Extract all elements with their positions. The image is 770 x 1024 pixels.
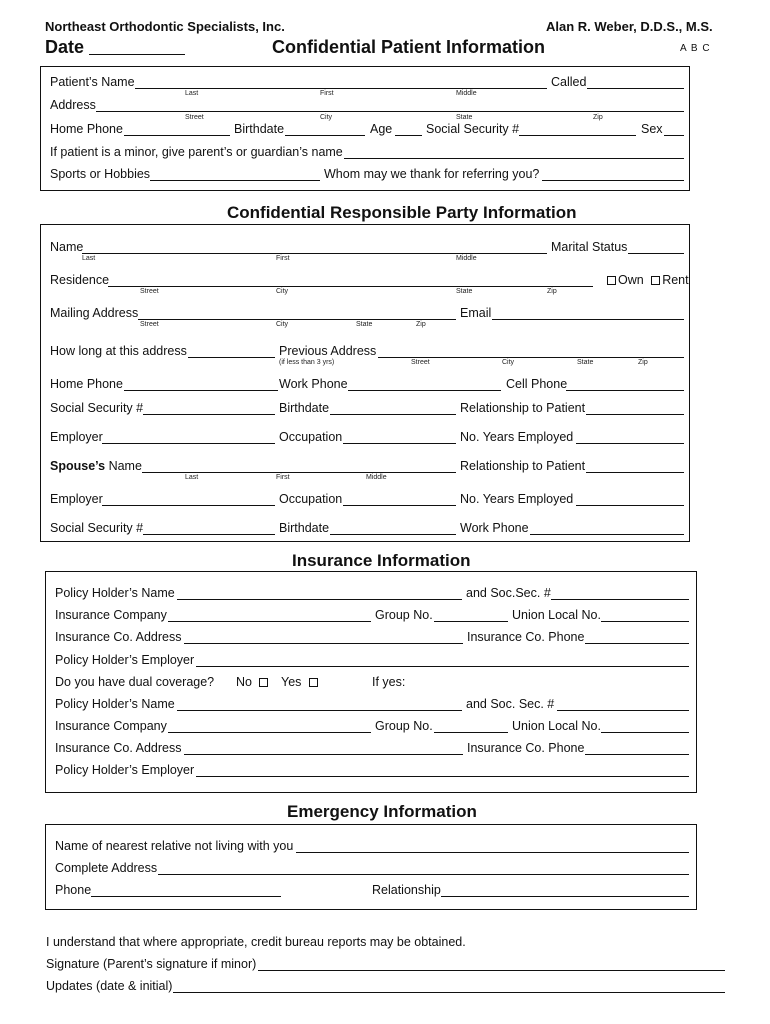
email-field[interactable] — [492, 319, 684, 320]
email-label: Email — [460, 306, 492, 320]
spouse-relationship-label: Relationship to Patient — [460, 459, 586, 473]
mail-sub-zip: Zip — [416, 321, 426, 328]
spouse-name-label — [50, 459, 142, 473]
residence-field[interactable] — [108, 286, 593, 287]
own-checkbox[interactable] — [607, 276, 616, 285]
rp-sub-middle: Middle — [456, 255, 477, 262]
ins-group-label: Group No. — [375, 608, 433, 622]
birthdate-label: Birthdate — [234, 122, 285, 136]
rp-years-field[interactable] — [576, 443, 684, 444]
age-label: Age — [370, 122, 393, 136]
relative-label: Name of nearest relative not living with you — [55, 839, 294, 853]
address-field[interactable] — [96, 111, 684, 112]
sp-ssn-label: Social Security # — [50, 521, 144, 535]
ins-group-field[interactable] — [434, 621, 508, 622]
em-relationship-field[interactable] — [441, 896, 689, 897]
rp-work-phone-label: Work Phone — [279, 377, 348, 391]
rp-home-phone-label: Home Phone — [50, 377, 123, 391]
if-yes-label: If yes: — [372, 675, 406, 689]
patient-name-field[interactable] — [135, 88, 547, 89]
ins2-holder-field[interactable] — [177, 710, 462, 711]
sp-birthdate-field[interactable] — [330, 534, 456, 535]
rp-birthdate-field[interactable] — [330, 414, 456, 415]
previous-field[interactable] — [378, 357, 684, 358]
sp-work-phone-field[interactable] — [530, 534, 684, 535]
age-field[interactable] — [395, 135, 422, 136]
prev-note: (if less than 3 yrs) — [279, 359, 335, 366]
ins-holder-field[interactable] — [177, 599, 462, 600]
res-sub-city: City — [276, 288, 289, 295]
marital-field[interactable] — [628, 253, 684, 254]
rp-occupation-label: Occupation — [279, 430, 343, 444]
sports-label: Sports or Hobbies — [50, 167, 151, 181]
called-label: Called — [551, 75, 587, 89]
mailing-field[interactable] — [138, 319, 456, 320]
minor-label: If patient is a minor, give parent’s or guardian’s name — [50, 145, 343, 159]
rent-label: Rent — [662, 273, 689, 287]
ins-employer-field[interactable] — [196, 666, 689, 667]
prev-sub-street: Street — [411, 359, 430, 366]
sp-occupation-label: Occupation — [279, 492, 343, 506]
sub-first: First — [320, 90, 334, 97]
rp-cell-phone-field[interactable] — [566, 390, 684, 391]
ins2-socsec-field[interactable] — [557, 710, 689, 711]
prev-sub-state: State — [577, 359, 594, 366]
rp-name-label: Name — [50, 240, 84, 254]
rp-name-field[interactable] — [82, 253, 547, 254]
res-sub-street: Street — [140, 288, 159, 295]
updates-field[interactable] — [173, 992, 725, 993]
ins2-holder-label: Policy Holder’s Name — [55, 697, 175, 711]
mail-sub-street: Street — [140, 321, 159, 328]
spouse-rest: Name — [105, 459, 142, 473]
ins-socsec-field[interactable] — [551, 599, 689, 600]
sp-ssn-field[interactable] — [143, 534, 275, 535]
doctor-name: Alan R. Weber, D.D.S., M.S. — [546, 19, 713, 34]
rp-relationship-field[interactable] — [586, 414, 684, 415]
sub-state: State — [456, 114, 473, 121]
dual-yes-group — [281, 675, 320, 689]
sp-occupation-field[interactable] — [343, 505, 456, 506]
res-sub-zip: Zip — [547, 288, 557, 295]
spouse-relationship-field[interactable] — [586, 472, 684, 473]
residence-label: Residence — [50, 273, 110, 287]
sp-sub-first: First — [276, 474, 290, 481]
own-label: Own — [618, 273, 644, 287]
home-phone-label: Home Phone — [50, 122, 123, 136]
sp-years-label: No. Years Employed — [460, 492, 574, 506]
ins2-address-label: Insurance Co. Address — [55, 741, 182, 755]
em-address-label: Complete Address — [55, 861, 158, 875]
rp-sub-first: First — [276, 255, 290, 262]
ins-union-label: Union Local No. — [512, 608, 601, 622]
prev-sub-city: City — [502, 359, 515, 366]
ssn-field[interactable] — [519, 135, 636, 136]
rent-checkbox[interactable] — [651, 276, 660, 285]
date-label: Date — [45, 37, 85, 57]
ins2-address-field[interactable] — [184, 754, 463, 755]
sports-field[interactable] — [150, 180, 320, 181]
responsible-title: Confidential Responsible Party Information — [227, 203, 577, 222]
how-long-field[interactable] — [188, 357, 275, 358]
ins2-employer-label: Policy Holder’s Employer — [55, 763, 195, 777]
dual-no-group — [236, 675, 270, 689]
ins-employer-label: Policy Holder’s Employer — [55, 653, 195, 667]
ins2-phone-label: Insurance Co. Phone — [467, 741, 585, 755]
referral-field[interactable] — [542, 180, 684, 181]
ins-phone-field[interactable] — [585, 643, 689, 644]
rp-employer-label: Employer — [50, 430, 103, 444]
dual-yes-label: Yes — [281, 675, 302, 689]
ins2-union-label: Union Local No. — [512, 719, 601, 733]
emergency-title: Emergency Information — [287, 802, 477, 821]
ins-union-field[interactable] — [601, 621, 689, 622]
sp-work-phone-label: Work Phone — [460, 521, 529, 535]
home-phone-field[interactable] — [124, 135, 230, 136]
mail-sub-state: State — [356, 321, 373, 328]
em-relationship-label: Relationship — [372, 883, 441, 897]
em-phone-field[interactable] — [91, 896, 281, 897]
sub-last: Last — [185, 90, 199, 97]
sub-street: Street — [185, 114, 204, 121]
sex-label: Sex — [641, 122, 663, 136]
ins2-union-field[interactable] — [601, 732, 689, 733]
rp-employer-field[interactable] — [102, 443, 275, 444]
previous-label: Previous Address — [279, 344, 377, 358]
sp-employer-field[interactable] — [102, 505, 275, 506]
ins-socsec-label: and Soc.Sec. # — [466, 586, 551, 600]
ins2-group-field[interactable] — [434, 732, 508, 733]
signature-field[interactable] — [258, 970, 725, 971]
ins2-company-label: Insurance Company — [55, 719, 167, 733]
spouse-name-field[interactable] — [142, 472, 456, 473]
ins2-socsec-label: and Soc. Sec. # — [466, 697, 555, 711]
dual-label: Do you have dual coverage? — [55, 675, 215, 689]
sub-zip: Zip — [593, 114, 603, 121]
ins2-group-label: Group No. — [375, 719, 433, 733]
credit-notice: I understand that where appropriate, credit bureau reports may be obtained. — [46, 935, 466, 949]
ins2-employer-field[interactable] — [196, 776, 689, 777]
practice-name: Northeast Orthodontic Specialists, Inc. — [45, 19, 285, 34]
dual-no-label: No — [236, 675, 252, 689]
rp-home-phone-field[interactable] — [124, 390, 278, 391]
referral-label: Whom may we thank for referring you? — [324, 167, 540, 181]
em-phone-label: Phone — [55, 883, 92, 897]
rp-occupation-field[interactable] — [343, 443, 456, 444]
marital-label: Marital Status — [551, 240, 628, 254]
rp-birthdate-label: Birthdate — [279, 401, 330, 415]
page-title: Confidential Patient Information — [272, 37, 545, 57]
sub-city: City — [320, 114, 333, 121]
own-rent-group — [605, 273, 689, 287]
ins-phone-label: Insurance Co. Phone — [467, 630, 585, 644]
rp-ssn-label: Social Security # — [50, 401, 144, 415]
ins2-company-field[interactable] — [168, 732, 371, 733]
called-field[interactable] — [587, 88, 684, 89]
rp-years-label: No. Years Employed — [460, 430, 574, 444]
sex-field[interactable] — [664, 135, 684, 136]
dual-no-checkbox[interactable] — [259, 678, 268, 687]
rp-ssn-field[interactable] — [143, 414, 275, 415]
ins2-phone-field[interactable] — [585, 754, 689, 755]
rp-work-phone-field[interactable] — [348, 390, 501, 391]
rp-relationship-label: Relationship to Patient — [460, 401, 586, 415]
ins-company-label: Insurance Company — [55, 608, 167, 622]
res-sub-state: State — [456, 288, 473, 295]
sub-middle: Middle — [456, 90, 477, 97]
sp-employer-label: Employer — [50, 492, 103, 506]
insurance-title: Insurance Information — [292, 551, 471, 570]
em-address-field[interactable] — [158, 874, 689, 875]
ins-address-field[interactable] — [184, 643, 463, 644]
relative-field[interactable] — [296, 852, 689, 853]
how-long-label: How long at this address — [50, 344, 187, 358]
address-label: Address — [50, 98, 96, 112]
rp-cell-phone-label: Cell Phone — [506, 377, 568, 391]
sp-years-field[interactable] — [576, 505, 684, 506]
sp-sub-last: Last — [185, 474, 199, 481]
ssn-label: Social Security # — [426, 122, 520, 136]
patient-name-label: Patient’s Name — [50, 75, 135, 89]
ins-company-field[interactable] — [168, 621, 371, 622]
signature-label: Signature (Parent’s signature if minor) — [46, 957, 257, 971]
prev-sub-zip: Zip — [638, 359, 648, 366]
updates-label: Updates (date & initial) — [46, 979, 173, 993]
dual-yes-checkbox[interactable] — [309, 678, 318, 687]
date-field[interactable] — [89, 54, 185, 55]
form-code: A B C — [680, 43, 711, 54]
birthdate-field[interactable] — [285, 135, 365, 136]
sp-birthdate-label: Birthdate — [279, 521, 330, 535]
ins-address-label: Insurance Co. Address — [55, 630, 182, 644]
mailing-label: Mailing Address — [50, 306, 139, 320]
rp-sub-last: Last — [82, 255, 96, 262]
guardian-field[interactable] — [344, 158, 684, 159]
responsible-section — [40, 224, 690, 542]
spouse-bold: Spouse’s — [50, 459, 106, 473]
sp-sub-middle: Middle — [366, 474, 387, 481]
ins-holder-label: Policy Holder’s Name — [55, 586, 175, 600]
mail-sub-city: City — [276, 321, 289, 328]
